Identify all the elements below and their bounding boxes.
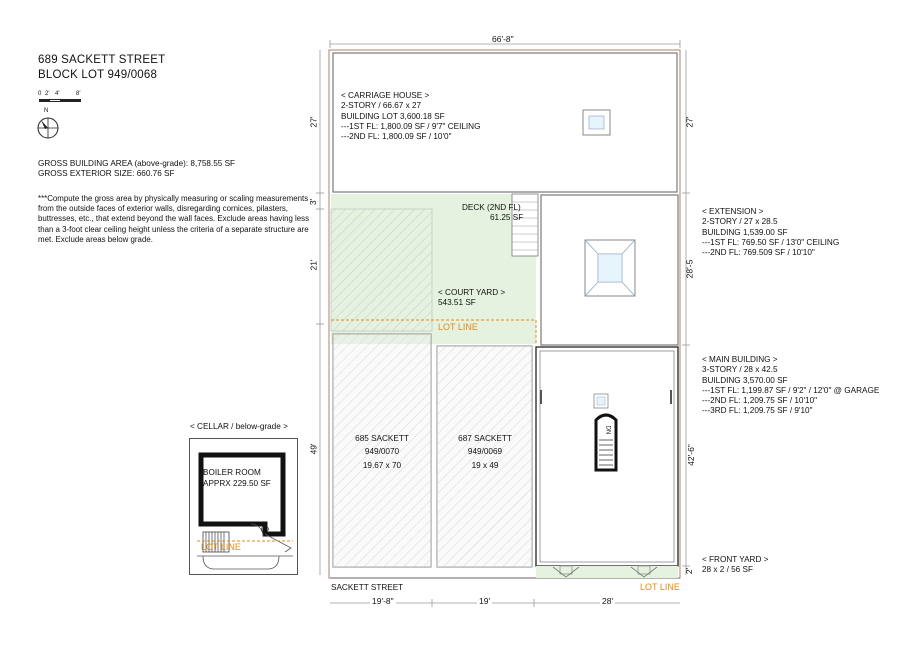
main-building-fl2: ---2ND FL: 1,209.75 SF / 10'10" — [702, 396, 818, 406]
carriage-house-title: < CARRIAGE HOUSE > — [341, 91, 430, 100]
lot-687-label — [454, 434, 516, 471]
address-title: 689 SACKETT STREET — [38, 54, 166, 66]
lot-685-size: 19.67 x 70 — [362, 460, 402, 470]
boiler-room-area: APPRX 229.50 SF — [203, 479, 271, 488]
top-dimension: 66'-8" — [492, 34, 514, 44]
right-dim-front: 2' — [684, 567, 695, 575]
left-dim-courtyard: 21' — [308, 259, 319, 271]
front-yard-info — [702, 555, 768, 576]
left-dim-gap: 3' — [308, 198, 319, 206]
left-dim-carriage: 27' — [308, 116, 319, 128]
lot-687-number: 949/0069 — [467, 447, 503, 457]
cellar-lot-line-label: LOT LINE — [201, 542, 241, 552]
main-building-fl1: ---1ST FL: 1,199.87 SF / 9'2" / 12'0" @ GARAGE — [702, 385, 880, 395]
court-yard-name: < COURT YARD > — [438, 288, 506, 297]
lot-line-label-mid: LOT LINE — [438, 322, 478, 332]
carriage-house-fl1: ---1ST FL: 1,800.09 SF / 9'7" CEILING — [341, 121, 481, 131]
deck-area: 61.25 SF — [490, 213, 524, 222]
extension-title: < EXTENSION > — [702, 207, 764, 216]
scale-tick-8: 8' — [76, 91, 81, 97]
carriage-house-building: BUILDING LOT 3,600.18 SF — [341, 111, 445, 121]
main-building-building: BUILDING 3,570.00 SF — [702, 375, 788, 385]
extension-fl1: ---1ST FL: 769.50 SF / 13'0" CEILING — [702, 237, 840, 247]
main-building-info — [702, 355, 879, 417]
extension-info — [702, 207, 839, 258]
right-dim-extension: 28'-5 — [684, 259, 695, 279]
cellar-up-label: UP — [261, 528, 270, 534]
bottom-dim-687: 19' — [479, 596, 491, 606]
carriage-house-fl2: ---2ND FL: 1,800.09 SF / 10'0" — [341, 132, 452, 142]
front-yard-size: 28 x 2 / 56 SF — [702, 565, 753, 575]
right-dim-main: 42'-6" — [685, 444, 696, 466]
boiler-room-name: BOILER ROOM — [203, 468, 261, 477]
gross-exterior-size: GROSS EXTERIOR SIZE: 660.76 SF — [38, 169, 175, 178]
block-lot-title: BLOCK LOT 949/0068 — [38, 69, 158, 81]
street-label: SACKETT STREET — [331, 583, 404, 592]
bottom-dim-main: 28' — [602, 596, 614, 606]
front-yard-title: < FRONT YARD > — [702, 555, 769, 564]
gross-building-area: GROSS BUILDING AREA (above-grade): 8,758.55 SF — [38, 159, 236, 168]
stair-dn-label: DN — [604, 425, 611, 435]
extension-fl2: ---2ND FL: 769.509 SF / 10'10" — [702, 248, 815, 258]
right-dim-carriage: 27' — [684, 116, 695, 128]
lot-687-name: 687 SACKETT — [458, 434, 512, 443]
lot-685-label — [354, 434, 410, 471]
lot-line-label-bottom: LOT LINE — [640, 582, 680, 592]
lot-685-number: 949/0070 — [364, 447, 400, 457]
extension-building: BUILDING 1,539.00 SF — [702, 227, 788, 237]
carriage-house-label — [341, 91, 480, 142]
scale-tick-2: 2' — [45, 91, 50, 97]
bottom-dim-685: 19'-8" — [372, 596, 394, 606]
main-building-title: < MAIN BUILDING > — [702, 355, 778, 364]
deck-name: DECK (2ND FL) — [462, 203, 521, 212]
cellar-title: < CELLAR / below-grade > — [190, 422, 288, 431]
carriage-house-story: 2-STORY / 66.67 x 27 — [341, 101, 422, 111]
main-building-fl3: ---3RD FL: 1,209.75 SF / 9'10" — [702, 406, 813, 416]
lot-685-name: 685 SACKETT — [355, 434, 409, 443]
lot-687-size: 19 x 49 — [471, 460, 499, 470]
scale-tick-0: 0 — [38, 91, 42, 97]
north-label: N — [44, 108, 49, 114]
main-building-story: 3-STORY / 28 x 42.5 — [702, 365, 778, 375]
measurement-notes: ***Compute the gross area by physically measuring or scaling measurements from the outside faces of exterior walls, disregarding cornices, pilasters, buttresses, etc., that extend beyond the wall faces. Exclude areas having less than a 3-foot clear ceiling height unless the criteria of a separate structure are met. Exclude areas below grade. — [38, 194, 310, 244]
left-dim-lots: 49' — [308, 443, 319, 455]
court-yard-area: 543.51 SF — [438, 298, 476, 307]
extension-story: 2-STORY / 27 x 28.5 — [702, 217, 778, 227]
scale-tick-4: 4' — [55, 91, 60, 97]
